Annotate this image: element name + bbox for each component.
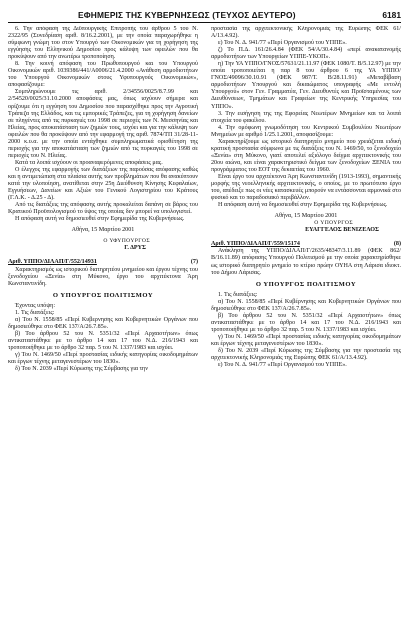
signatory-role: Ο ΥΠΟΥΡΓΟΣ <box>314 220 353 227</box>
left-column <box>8 26 198 624</box>
decision-number: (8) <box>393 241 401 248</box>
paragraph: 1. Τις διατάξεις: <box>218 291 258 298</box>
right-column <box>211 26 401 624</box>
paragraph: α) Του Ν. 1558/85 «Περί Κυβερνησης και Κυβερνητικών Οργάνων που δημοσιεύθηκε στο ΦΕΚ 137/Α/26.7.85». <box>8 316 198 330</box>
paragraph: Κατά τα λοιπά ισχύουν οι προαναφερόμενες αποφάσεις μας. <box>15 159 163 166</box>
decision-code: Αριθ. ΥΠΠΟ/ΔΙΛΑΠ/Γ/552/14931 <box>8 259 97 266</box>
paragraph: γ) Του Ν. 1469/50 «Περί προστασίας ειδικής κατηγορίας οικοδομημάτων και έργων τέχνης μεταγενεστέρων του 1830». <box>8 352 198 366</box>
paragraph: 6. Την απόφαση της Διϋπουργικής Επιτροπής του άρθρου 5 του Ν. 2322/95 (Συνεδρίαση αριθ. 8/16.2.2001), με την οποία παραχωρήθηκε η σύμφωνη γνώμη του στον Υπουργό των Οικονομικών για τη χορήγηση της εγγύησης του Ελληνικού Δημοσίου προς κάλυψη των οφειλών που θα προκύψουν από την ανωτέρω τροποποίηση. <box>8 26 198 61</box>
text-columns <box>8 26 401 624</box>
paragraph: 3. Την εισήγηση της της Εφορείας Νεωτέρων Μνημείων και τα λοιπά στοιχεία του φακέλου. <box>211 110 401 124</box>
paragraph: Χαρακτηρίζουμε ως ιστορικό διατηρητέο μνημείο που χρειάζεται ειδική κρατική προστασία σύμφωνα με τις διατάξεις του Ν. 1469/50, το ξενοδοχείο «Ξενία» στη Μύκονο, γιατί αποτελεί αξιόλογο δείγμα αρχιτεκτονικής του 20ου αιώνα, και είναι χαρακτηριστικό δείγμα των ξενοδοχείων ΞΕΝΙΑ του προγράμματος του ΕΟΤ της δεκαετίας του 1960. <box>211 138 401 173</box>
paragraph: γ) Του Ν. 1469/50 «Περί προστασίας ειδικής κατηγορίας οικοδομημάτων και έργων τέχνης μεταγενεστέρων του 1830». <box>211 333 401 347</box>
page-header <box>8 6 401 23</box>
decision-subject: Ανάκληση της ΥΠΠΟ/ΔΙΛΑΠ/Γ/2635/48347/3.11.89 (ΦΕΚ 862/Β/16.11.89) απόφασης Υπουργού Πολιτισμού με την οποία χαρακτηρίσθηκε ως ιστορικό διατηρητέο μνημείο το κτίριο πρώην ΟΥΗΑ στη Λάρισα ιδιοκτ. του Δήμου Λάρισας. <box>211 248 401 276</box>
decision-reference <box>8 259 198 266</box>
page-number: 6181 <box>382 10 401 20</box>
date-line: Αθήνα, 15 Μαρτίου 2001 <box>274 213 338 220</box>
paragraph: Η απόφαση αυτή να δημοσιευθεί στην Εφημερίδα της Κυβερνήσεως. <box>15 216 185 223</box>
paragraph: ε) Του Ν. Δ. 941/77 «Περί Οργανισμού του ΥΠΠΕ». <box>218 40 347 47</box>
paragraph: Συμπληρώνουμε τις αριθ. 2/34556/0025/8.7.99 και 2/54520/0025/31.10.2000 αποφάσεις μας, όπως ισχύουν σήμερα και ορίζουμε ότι η εγγύηση του Δημοσίου που παρασχέθηκε προς την Αγροτική Τράπεζα της Ελλάδος, και τις εμπορικές Τράπεζες, για τη χορήγηση δανείων σε πληγέντες από τις πυρκαγιές του 1998 σε περιοχές των Ν. Μεσσηνίας και Ηλείας, προς αποκατάσταση των ζημιών τους, ισχύει και για την κάλυψη των οφειλών που θα προκύψουν από την εφαρμογή της αριθ. 7874/ΤΠ 31/28-11-2000 κ.υ.α. με την οποία εντάχθηκε συμπληρωματικά οριοθέτηση της περιοχής για την αποκατάσταση των ζημιών από τις πυρκαγιές του 1998 σε περιοχές του Ν. Ηλείας. <box>8 89 198 159</box>
paragraph: β) Του άρθρου 52 του Ν. 5351/32 «Περί Αρχαιοτήτων» όπως αντικαταστάθηκε με το άρθρο 14 και 17 του Ν.Δ. 216/1943 και τροποποιήθηκε με το άρθρο 32 παρ. 5 του Ν. 1337/1983 και ισχύει. <box>211 312 401 333</box>
paragraph: Η απόφαση αυτή να δημοσιευθεί στην Εφημερίδα της Κυβερνήσεως. <box>218 202 388 209</box>
signatory-name: ΕΥΑΓΓΕΛΟΣ ΒΕΝΙΖΕΛΟΣ <box>305 227 379 234</box>
paragraph: 1. Τις διατάξεις: <box>15 309 55 316</box>
paragraph: δ) Του Ν. 2039 «Περί Κύρωσης της Σύμβασης για την προστασία της αρχιτεκτονικής Κληρονομιάς της Ευρώπης ΦΕΚ 61/Α/13.4.92). <box>211 348 401 362</box>
paragraph: 8. Την κοινή απόφαση του Πρωθυπουργού και του Υπουργού Οικονομικών αριθ. 1039386/441/Α0006/21.4.2000 «Ανάθεση αρμοδιοτήτων του Υπουργού Οικονομικών στους Υφυπουργούς Οικονομικών», αποφασίζουμε: <box>8 61 198 89</box>
date-line: Αθήνα, 15 Μαρτίου 2001 <box>71 227 135 234</box>
paragraph: προστασία της αρχιτεκτονικής Κληρονομιάς της Ευρώπης ΦΕΚ 61/Α/13.4.92). <box>211 26 401 40</box>
paragraph: Είναι έργο του αρχιτέκτονα Άρη Κωνσταντινίδη (1913-1993), σημαντικής μορφής της νεοελληνικής αρχιτεκτονικής, ο οποίος, με το πρωτότυπο έργο του, απέδειξε πως οι νέες κατασκευές μπορούν να εντάσσονται αρμονικά στο φυσικό και το παραδοσιακό περιβάλλον. <box>211 173 401 202</box>
paragraph: ζ) Το Π.Δ. 161/26.4.84 (ΦΕΚ 54/Α/30.4.84) «περί ανακατανομής αρμοδιοτήτων των Υπουργείων ΥΠΠΕ-ΥΚΟΠ». <box>211 47 401 61</box>
paragraph: β) Του άρθρου 52 του Ν. 5351/32 «Περί Αρχαιοτήτων» όπως αντικαταστάθηκε με το άρθρο 14 και 17 του Ν.Δ. 216/1943 και τροποποιήθηκε με το άρθρο 32 παρ. 5 του Ν. 1337/1983 και ισχύει. <box>8 330 198 351</box>
section-heading: Ο ΥΠΟΥΡΓΟΣ ΠΟΛΙΤΙΣΜΟΥ <box>52 291 154 299</box>
signatory-name: Γ. ΔΡΥΣ <box>124 245 146 252</box>
paragraph: η) Την ΥΑ ΥΠΠΟ/ΓΝΟΣ/57631/21.11.97 (ΦΕΚ 1080/Τ. Β/5.12.97) με την οποία τροποποιείται η παρ 8 του άρθρου 6 της ΥΑ ΥΠΠΟ/ΓΝΟΣ/49096/30.10.91 (ΦΕΚ 987/Τ. Β/28.11.91) «Μεταβίβαση αρμοδιοτήτων Υπουργού και δικαιώματος υπογραφής «Με εντολή Υπουργού» στον Γεν. Γραμματέα, Γεν. Διευθυντές και Προϊσταμένους των Διευθύνσεων, Τμημάτων και Γραφείων της Κεντρικής Υπηρεσίας του ΥΠΠΟ». <box>211 61 401 110</box>
paragraph: Από τις διατάξεις της απόφασης αυτής προκαλείται δαπάνη σε βάρος του Κρατικού Προϋπολογισμού το ύψος της οποίας δεν μπορεί να υπολογιστεί. <box>8 202 198 216</box>
decision-number: (7) <box>190 259 198 266</box>
paragraph: 4. Την ομόφωνη γνωμοδότηση του Κεντρικού Συμβουλίου Νεωτέρων Μνημείων με αριθμό 1/25.1.2001, αποφασίζουμε: <box>211 124 401 138</box>
gazette-title: ΕΦΗΜΕΡΙΣ ΤΗΣ ΚΥΒΕΡΝΗΣΕΩΣ (ΤΕΥΧΟΣ ΔΕΥΤΕΡΟ) <box>78 10 296 20</box>
decision-subject: Χαρακτηρισμός ως ιστορικού διατηρητέου μνημείου και έργου τέχνης του ξενοδοχείου «Ξενία» στη Μύκονο, έργο του αρχιτέκτονα Άρη Κωνσταντινίδη. <box>8 266 198 287</box>
section-heading: Ο ΥΠΟΥΡΓΟΣ ΠΟΛΙΤΙΣΜΟΥ <box>255 280 357 288</box>
decision-code: Αριθ. ΥΠΠΟ/ΔΙΛΑΠ/Γ/559/15174 <box>211 241 300 248</box>
paragraph: Έχοντας υπόψη: <box>15 302 56 309</box>
paragraph: ε) Του Ν. Δ. 941/77 «Περί Οργανισμού του ΥΠΠΕ». <box>218 362 347 369</box>
paragraph: α) Του Ν. 1558/85 «Περί Κυβέρνησης και Κυβερνητικών Οργάνων που δημοσιεύθηκε στο ΦΕΚ 137/Α/26.7.85». <box>211 298 401 312</box>
paragraph: δ) Του Ν. 2039 «Περί Κύρωσης της Σύμβασης για την <box>15 366 148 373</box>
paragraph: Ο έλεγχος της εφαρμογής των διατάξεων της παρούσας απόφασης καθώς και η αντιμετώπιση στα πλαίσια αυτής των προβλημάτων που θα ανακύπτουν κατά την υλοποίηση, ανατίθεται στην 25η Διεύθυνση Κίνησης Κεφαλαίων, Εγγυήσεων, Δανείων και Αξιών του Γενικού Λογιστηρίου του Κράτους (Γ.Λ.Κ. - Δ.25 - Δ). <box>8 166 198 202</box>
signatory-role: Ο ΥΦΥΠΟΥΡΓΟΣ <box>103 238 150 245</box>
